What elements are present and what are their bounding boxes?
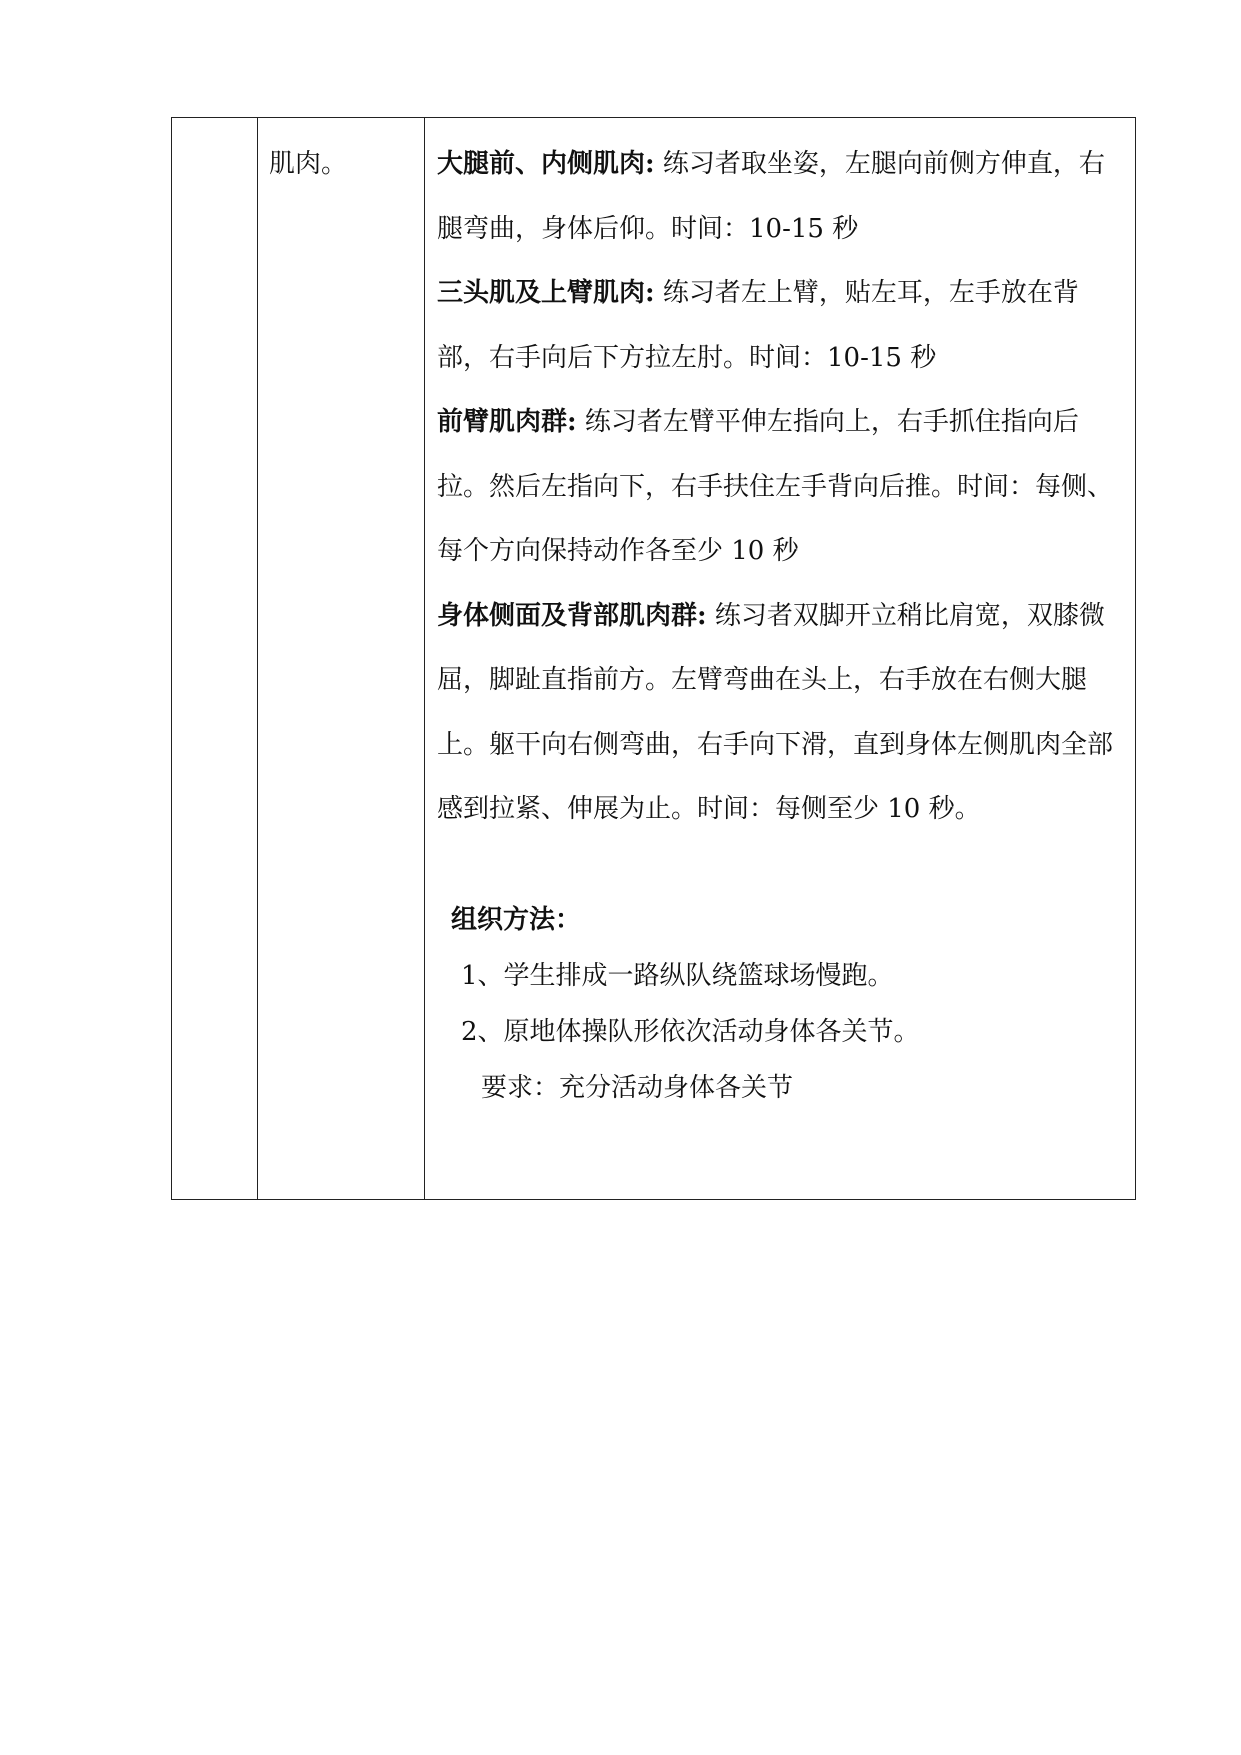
organization-requirement: 要求：充分活动身体各关节	[481, 1072, 794, 1103]
stretch-paragraph	[437, 584, 1127, 842]
stretch-paragraph	[437, 261, 1127, 390]
column-divider-2	[424, 118, 425, 1199]
method-cell	[437, 132, 1127, 1116]
stretch-text: 练习者左上臂，贴左耳，左手放在背部，右手向后下方拉左肘。时间：10-15 秒	[437, 278, 1079, 373]
stretch-heading: 身体侧面及背部肌肉群:	[437, 600, 707, 631]
lesson-table	[171, 117, 1136, 1200]
stretch-text: 练习者取坐姿，左腿向前侧方伸直，右腿弯曲，身体后仰。时间：10-15 秒	[437, 149, 1105, 244]
stretch-heading: 前臂肌肉群:	[437, 407, 577, 437]
organization-section	[437, 892, 1127, 1116]
stretch-text: 练习者双脚开立稍比肩宽，双膝微屈，脚趾直指前方。左臂弯曲在头上，右手放在右侧大腿上。躯干向右侧弯曲，右手向下滑，直到身体左侧肌肉全部感到拉紧、伸展为止。时间：每侧至少 10 秒。	[437, 600, 1114, 824]
organization-item: 2、原地体操队形依次活动身体各关节。	[461, 1016, 920, 1047]
organization-title: 组织方法：	[451, 904, 582, 935]
column-divider-1	[257, 118, 258, 1199]
stretch-paragraph	[437, 390, 1127, 584]
stretch-text: 练习者左臂平伸左指向上，右手抓住指向后拉。然后左指向下，右手扶住左手背向后推。时间：每侧、每个方向保持动作各至少 10 秒	[437, 407, 1114, 566]
stretch-heading: 三头肌及上臂肌肉:	[437, 278, 655, 308]
stretch-paragraph	[437, 132, 1127, 261]
stretch-heading: 大腿前、内侧肌肉:	[437, 149, 655, 179]
organization-item: 1、学生排成一路纵队绕篮球场慢跑。	[461, 960, 894, 991]
content-cell: 肌肉。	[269, 149, 348, 179]
